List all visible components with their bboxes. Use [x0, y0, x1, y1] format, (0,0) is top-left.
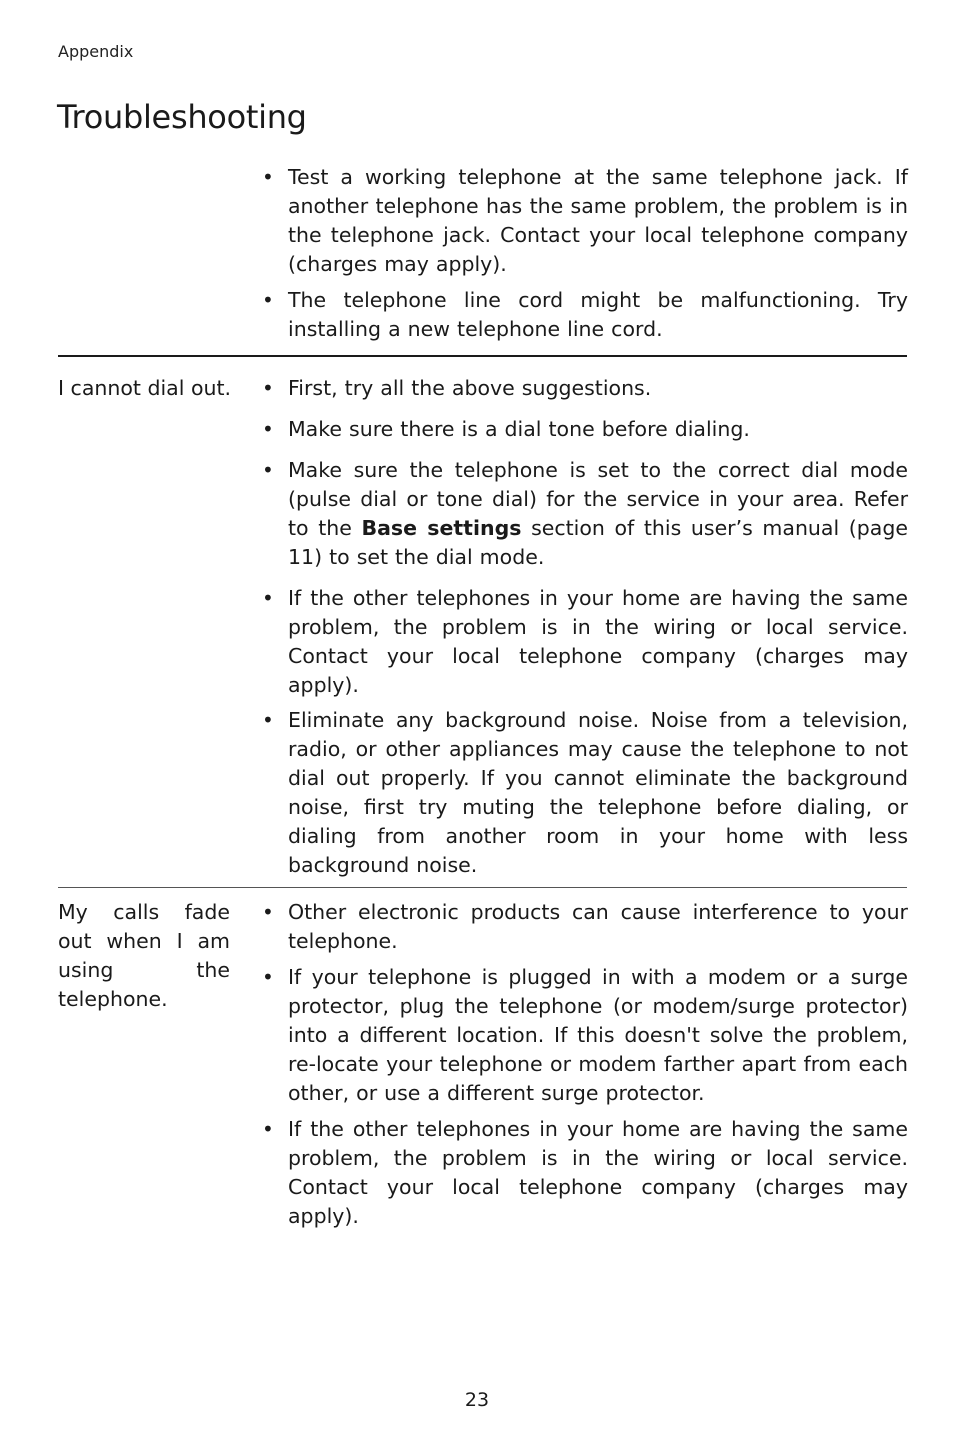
- bullet-icon: •: [262, 458, 274, 482]
- row-divider: [58, 355, 907, 357]
- solution-text: [288, 458, 908, 569]
- solution-item: [258, 898, 908, 956]
- solution-text: If the other telephones in your home are having the same problem, the problem is in the wiring or local service. Contact your local telephone company (charges may apply).: [288, 586, 908, 697]
- solution-item: [258, 584, 908, 700]
- solution-text: Test a working telephone at the same telephone jack. If another telephone has the same problem, the problem is in the telephone jack. Contact your local telephone company (charges may apply).: [288, 165, 908, 276]
- bullet-icon: •: [262, 165, 274, 189]
- bullet-icon: •: [262, 288, 274, 312]
- solution-list: [258, 374, 908, 880]
- solution-item: [258, 286, 908, 344]
- bullet-icon: •: [262, 417, 274, 441]
- bullet-icon: •: [262, 708, 274, 732]
- solution-text: If your telephone is plugged in with a modem or a surge protector, plug the telephone (or modem/surge protector) into a different location. If this doesn't solve the problem, re-locate your telephone or modem farther apart from each other, or use a different surge protector.: [288, 965, 908, 1105]
- solution-text: Eliminate any background noise. Noise from a television, radio, or other appliances may cause the telephone to not dial out properly. If you cannot eliminate the background noise, first try muting the telephone before dialing, or dialing from another room in your home with less background noise.: [288, 708, 908, 877]
- problem-label: I cannot dial out.: [58, 376, 232, 400]
- solution-item: [258, 415, 908, 444]
- solution-item: [258, 706, 908, 880]
- base-settings-reference: Base settings: [361, 516, 522, 540]
- solution-text: Other electronic products can cause interference to your telephone.: [288, 900, 908, 953]
- solution-list: [258, 898, 908, 1231]
- bullet-icon: •: [262, 965, 274, 989]
- solution-text-end: section of this user’s manual (page 11) to set the dial mode.: [288, 516, 908, 569]
- solution-text: The telephone line cord might be malfunctioning. Try installing a new telephone line cord.: [288, 288, 908, 341]
- problem-label: My calls fade out when I am using the telephone.: [58, 900, 230, 1011]
- solution-text: Make sure there is a dial tone before dialing.: [288, 417, 750, 441]
- page-title: Troubleshooting: [57, 98, 307, 136]
- bullet-icon: •: [262, 376, 274, 400]
- solution-item: [258, 1115, 908, 1231]
- bullet-icon: •: [262, 586, 274, 610]
- bullet-icon: •: [262, 1117, 274, 1141]
- row-divider: [58, 887, 907, 888]
- bullet-icon: •: [262, 900, 274, 924]
- solution-text: First, try all the above suggestions.: [288, 376, 652, 400]
- solution-list: [258, 163, 908, 344]
- solution-text: If the other telephones in your home are having the same problem, the problem is in the wiring or local service. Contact your local telephone company (charges may apply).: [288, 1117, 908, 1228]
- solution-item: [258, 456, 908, 572]
- solution-item: [258, 963, 908, 1108]
- solution-text-start: Make sure the telephone is set to the correct dial mode (pulse dial or tone dial) for the service in your area. Refer to the: [288, 458, 908, 540]
- solution-item: [258, 374, 908, 403]
- page-number: 23: [464, 1389, 490, 1411]
- section-label: Appendix: [58, 42, 134, 61]
- solution-item: [258, 163, 908, 279]
